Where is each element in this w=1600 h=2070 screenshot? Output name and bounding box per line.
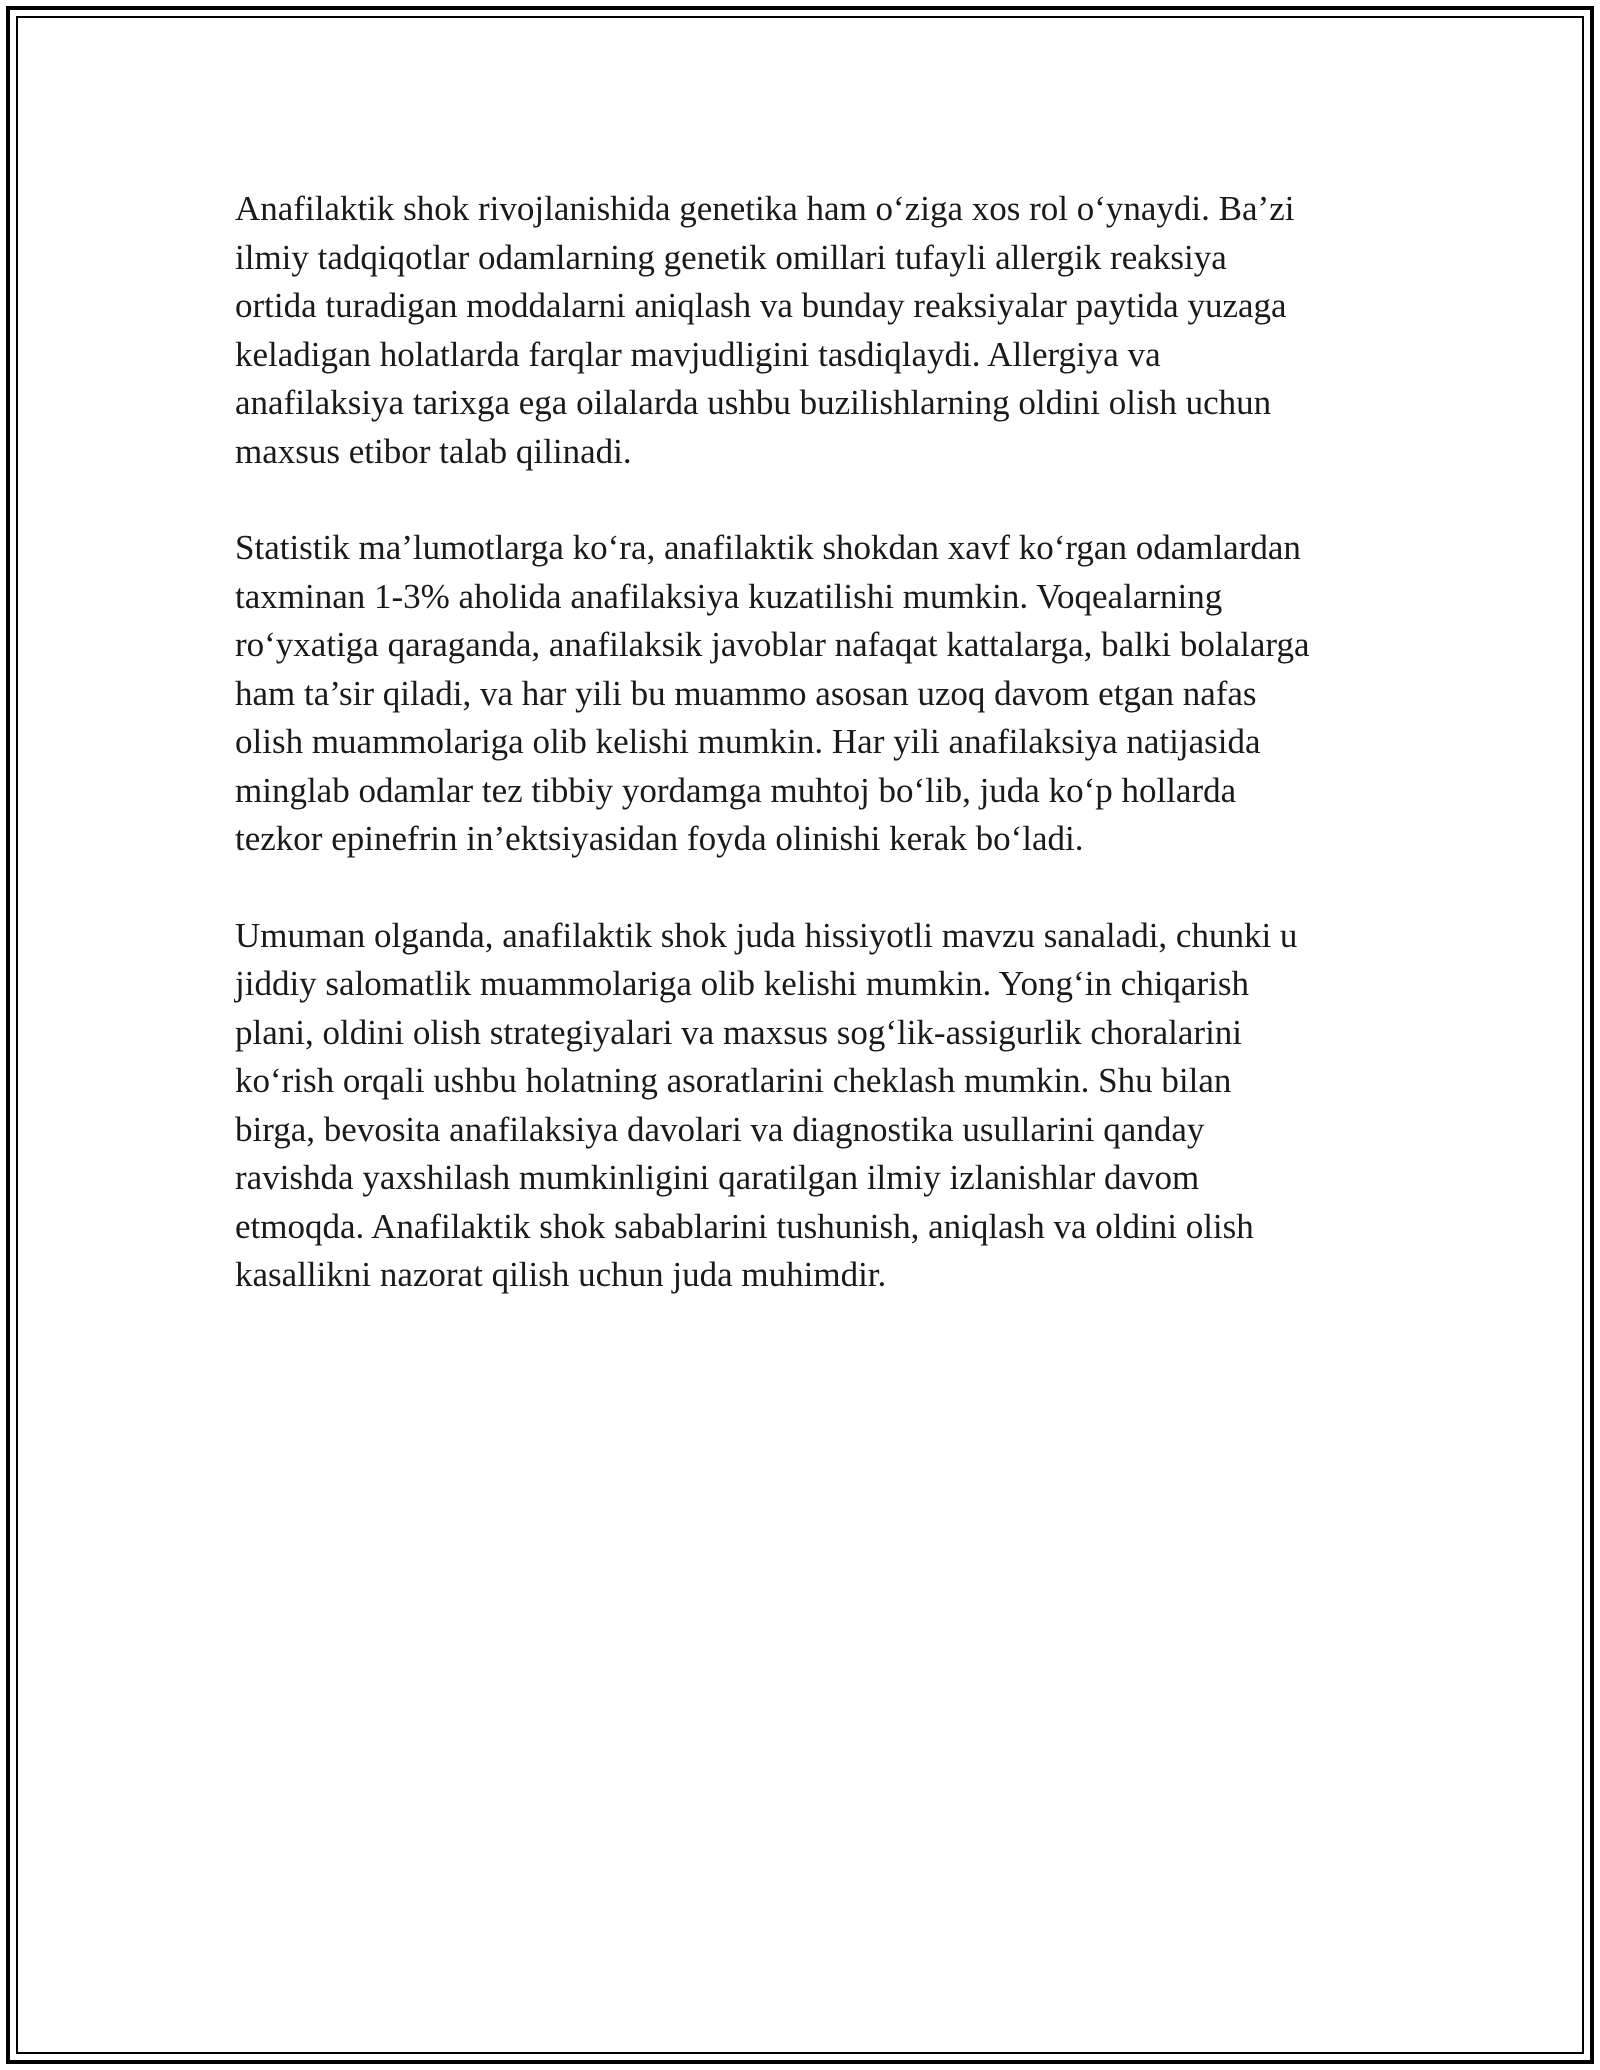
text-line: taxminan 1-3% aholida anafilaksiya kuzatilishi mumkin. Voqealarning (235, 576, 1223, 616)
text-line: ro‘yxatiga qaraganda, anafilaksik javoblar nafaqat kattalarga, balki bolalarga (235, 625, 1310, 664)
text-line: etmoqda. Anafilaktik shok sabablarini tushunish, aniqlash va oldini olish (235, 1206, 1254, 1246)
paragraph-conclusion (235, 912, 1375, 1300)
text-line: ko‘rish orqali ushbu holatning asoratlarini cheklash mumkin. Shu bilan (235, 1061, 1232, 1100)
text-line: Statistik ma’lumotlarga ko‘ra, anafilaktik shokdan xavf ko‘rgan odamlardan (235, 528, 1301, 567)
paragraph-statistics (235, 524, 1375, 864)
text-line: Anafilaktik shok rivojlanishida genetika ham o‘ziga xos rol o‘ynaydi. Ba’zi (235, 189, 1295, 228)
text-line: ortida turadigan moddalarni aniqlash va bunday reaksiyalar paytida yuzaga (235, 286, 1287, 325)
text-line: maxsus etibor talab qilinadi. (235, 431, 632, 471)
text-line: jiddiy salomatlik muammolariga olib kelishi mumkin. Yong‘in chiqarish (235, 964, 1249, 1003)
text-line: olish muammolariga olib kelishi mumkin. Har yili anafilaksiya natijasida (235, 722, 1261, 761)
text-line: anafilaksiya tarixga ega oilalarda ushbu buzilishlarning oldini olish uchun (235, 383, 1272, 422)
text-line: keladigan holatlarda farqlar mavjudligini tasdiqlaydi. Allergiya va (235, 334, 1161, 374)
text-line: ham ta’sir qiladi, va har yili bu muammo asosan uzoq davom etgan nafas (235, 673, 1257, 713)
text-line: ravishda yaxshilash mumkinligini qaratilgan ilmiy izlanishlar davom (235, 1158, 1200, 1197)
text-line: Umuman olganda, anafilaktik shok juda hissiyotli mavzu sanaladi, chunki u (235, 915, 1298, 955)
document-body (235, 185, 1375, 1348)
paragraph-genetics (235, 185, 1375, 476)
text-line: minglab odamlar tez tibbiy yordamga muhtoj bo‘lib, juda ko‘p hollarda (235, 770, 1237, 810)
text-line: birga, bevosita anafilaksiya davolari va diagnostika usullarini qanday (235, 1109, 1205, 1149)
text-line: tezkor epinefrin in’ektsiyasidan foyda olinishi kerak bo‘ladi. (235, 819, 1084, 858)
text-line: plani, oldini olish strategiyalari va maxsus sog‘lik-assigurlik choralarini (235, 1012, 1243, 1052)
text-line: kasallikni nazorat qilish uchun juda muhimdir. (235, 1255, 887, 1294)
text-line: ilmiy tadqiqotlar odamlarning genetik omillari tufayli allergik reaksiya (235, 237, 1227, 277)
